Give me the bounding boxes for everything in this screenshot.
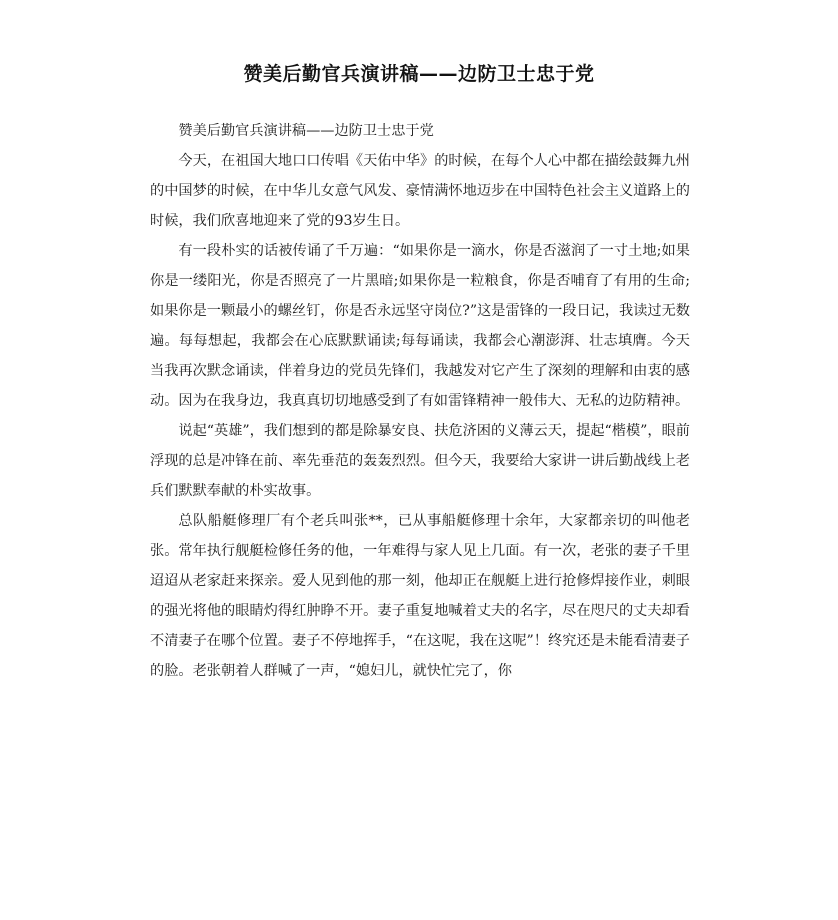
subtitle-paragraph: 赞美后勤官兵演讲稿——边防卫士忠于党 — [178, 123, 434, 139]
paragraph-3: 说起“英雄”，我们想到的都是除暴安良、扶危济困的义薄云天，提起“楷模”，眼前浮现的总是冲锋在前、率先垂范的轰轰烈烈。但今天，我要给大家讲一讲后勤战线上老兵们默默奉献的朴实故事。 — [150, 423, 690, 499]
paragraph-1: 今天，在祖国大地口口传唱《天佑中华》的时候，在每个人心中都在描绘鼓舞九州的中国梦的时候，在中华儿女意气风发、豪情满怀地迈步在中国特色社会主义道路上的时候，我们欣喜地迎来了党的93岁生日。 — [150, 153, 690, 229]
paragraph-4: 总队船艇修理厂有个老兵叫张**，已从事船艇修理十余年，大家都亲切的叫他老张。常年执行舰艇检修任务的他，一年难得与家人见上几面。有一次，老张的妻子千里迢迢从老家赶来探亲。爱人见到他的那一刻，他却正在舰艇上进行抢修焊接作业，刺眼的强光将他的眼睛灼得红肿睁不开。妻子重复地喊着丈夫的名字，尽在咫尺的丈夫却看不清妻子在哪个位置。妻子不停地挥手，“在这呢，我在这呢”！终究还是未能看清妻子的脸。老张朝着人群喊了一声，“媳妇儿，就快忙完了，你 — [150, 513, 690, 679]
document-title: 赞美后勤官兵演讲稿——边防卫士忠于党 — [243, 63, 595, 85]
document-body — [150, 116, 690, 686]
paragraph-2: 有一段朴实的话被传诵了千万遍：“如果你是一滴水，你是否滋润了一寸土地;如果你是一缕阳光，你是否照亮了一片黑暗;如果你是一粒粮食，你是否哺育了有用的生命;如果你是一颗最小的螺丝钉，你是否永远坚守岗位?”这是雷锋的一段日记，我读过无数遍。每每想起，我都会在心底默默诵读;每每诵读，我都会心潮澎湃、壮志填膺。今天当我再次默念诵读，伴着身边的党员先锋们，我越发对它产生了深刻的理解和由衷的感动。因为在我身边，我真真切切地感受到了有如雷锋精神一般伟大、无私的边防精神。 — [150, 243, 690, 409]
